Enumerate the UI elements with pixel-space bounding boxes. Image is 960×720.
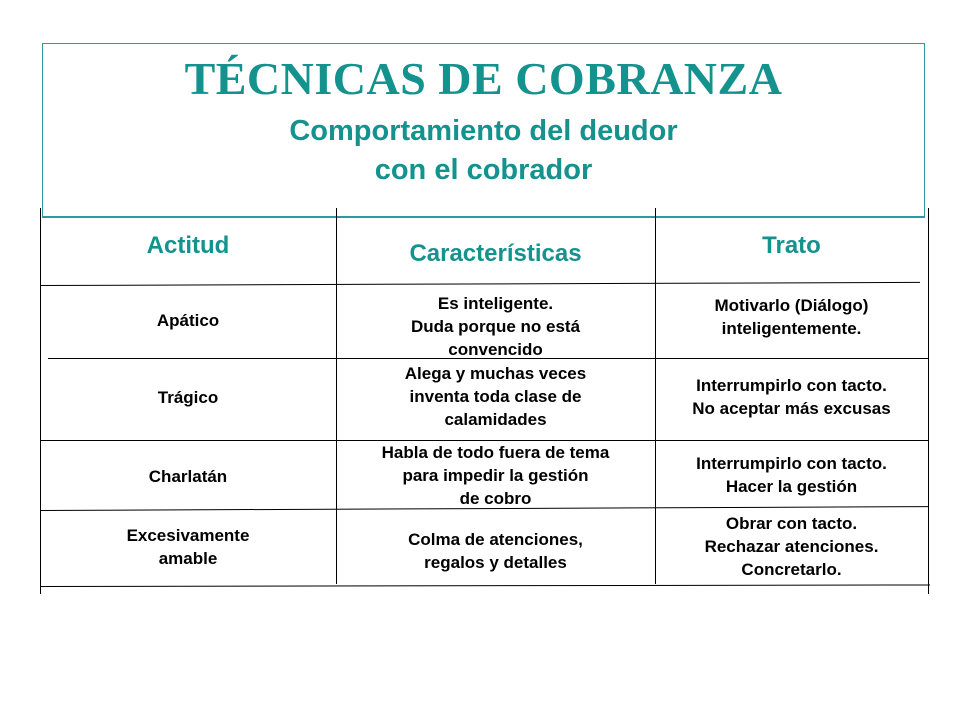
row-2-actitud: Trágico [157, 388, 219, 407]
subtitle-line-1: Comportamiento del deudor [289, 115, 678, 147]
row-4-trato: Obrar con tacto. Rechazar atenciones. Concretarlo. [704, 514, 879, 579]
row-2-caracteristicas: Alega y muchas veces inventa toda clase de calamidades [404, 364, 587, 429]
row-1-caracteristicas: Es inteligente. Duda porque no está convencido [410, 294, 581, 358]
page-subtitle [43, 112, 924, 190]
row-3-caracteristicas: Habla de todo fuera de tema para impedir la gestión de cobro [381, 443, 610, 508]
row-4-actitud: Excesivamente amable [126, 526, 250, 568]
subtitle-line-2: con el cobrador [374, 154, 593, 186]
grid-hline-1 [48, 358, 928, 359]
row-4-caracteristicas: Colma de atenciones, regalos y detalles [408, 530, 583, 572]
row-1-actitud: Apático [156, 311, 220, 330]
row-1-trato: Motivarlo (Diálogo) inteligentemente. [714, 296, 869, 338]
grid-vline-right [928, 208, 929, 594]
row-2-trato: Interrumpirlo con tacto. No aceptar más excusas [692, 376, 891, 418]
page-title: TÉCNICAS DE COBRANZA [184, 53, 783, 104]
title-box [42, 43, 925, 217]
header-caracteristicas: Características [409, 240, 582, 267]
row-3-actitud: Charlatán [148, 467, 228, 486]
header-actitud: Actitud [146, 232, 230, 259]
header-trato: Trato [762, 232, 821, 259]
row-3-trato: Interrumpirlo con tacto. Hacer la gestión [696, 454, 887, 496]
grid-hline-header [40, 282, 920, 286]
grid-hline-bottom [40, 584, 930, 587]
